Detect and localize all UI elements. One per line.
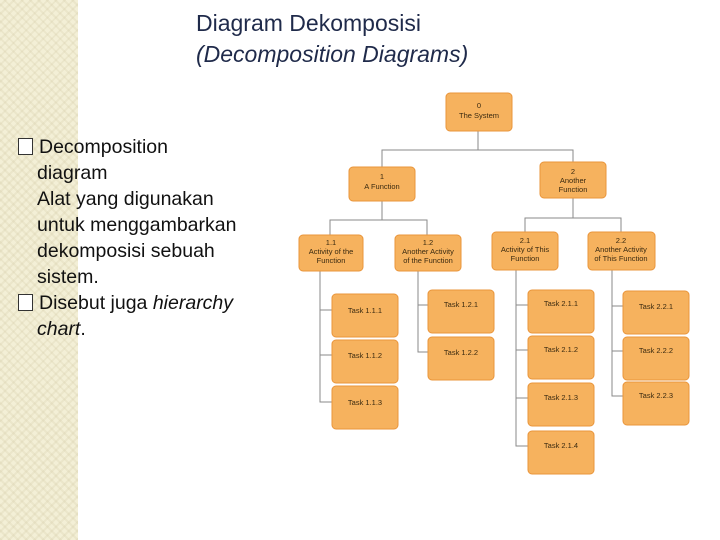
node-f1-number: 1 bbox=[379, 172, 385, 181]
node-t221-label: Task 2.2.1 bbox=[638, 302, 674, 311]
node-t111-label: Task 1.1.1 bbox=[347, 306, 383, 315]
connector-f1-a11 bbox=[330, 200, 382, 236]
node-task-2-2-3 bbox=[623, 382, 689, 425]
node-a11-label-1: Activity of the bbox=[308, 247, 354, 256]
node-task-2-1-3 bbox=[528, 383, 594, 426]
node-task-1-1-3 bbox=[332, 386, 398, 429]
node-a22-label-1: Another Activity bbox=[595, 245, 647, 254]
node-t121-label: Task 1.2.1 bbox=[443, 300, 479, 309]
node-t122-label: Task 1.2.2 bbox=[443, 348, 479, 357]
node-a22-number: 2.2 bbox=[615, 236, 627, 245]
bullet-2-italic-2: chart bbox=[37, 318, 81, 340]
bullet-1-desc-4: sistem. bbox=[37, 266, 99, 288]
node-t211-label: Task 2.1.1 bbox=[543, 299, 579, 308]
node-t223-label: Task 2.2.3 bbox=[638, 391, 674, 400]
bullet-1-desc-2: untuk menggambarkan bbox=[37, 214, 237, 236]
connector-a21-tasks bbox=[516, 270, 528, 446]
node-a12-number: 1.2 bbox=[422, 238, 434, 247]
node-a12-label-2: of the Function bbox=[403, 256, 453, 265]
node-t213-label: Task 2.1.3 bbox=[543, 393, 579, 402]
bullet-1-desc-3: dekomposisi sebuah bbox=[37, 240, 215, 262]
node-task-2-2-2 bbox=[623, 337, 689, 380]
node-f2-label-2: Function bbox=[558, 185, 588, 194]
connector-a11-tasks bbox=[320, 270, 332, 402]
node-task-2-1-4 bbox=[528, 431, 594, 474]
title-line-1: Diagram Dekomposisi bbox=[196, 10, 421, 36]
bullet-1-continuation: diagram bbox=[37, 162, 108, 184]
bullet-2-italic-1: hierarchy bbox=[152, 292, 234, 314]
node-activity-1-1 bbox=[299, 235, 363, 271]
node-t222-label: Task 2.2.2 bbox=[638, 346, 674, 355]
node-task-2-1-2 bbox=[528, 336, 594, 379]
connector-f2-a22 bbox=[573, 218, 621, 233]
node-t112-label: Task 1.1.2 bbox=[347, 351, 383, 360]
node-task-1-1-1 bbox=[332, 294, 398, 337]
node-task-1-2-1 bbox=[428, 290, 494, 333]
node-function-2 bbox=[540, 162, 606, 198]
node-a11-number: 1.1 bbox=[325, 238, 337, 247]
connector-a22-tasks bbox=[612, 270, 623, 396]
node-a22-label-2: of This Function bbox=[594, 254, 648, 263]
bullet-1-desc-1: Alat yang digunakan bbox=[37, 188, 214, 210]
node-a21-label-2: Function bbox=[510, 254, 540, 263]
node-task-2-2-1 bbox=[623, 291, 689, 334]
connector-a11-task-branches bbox=[320, 310, 332, 355]
connector-a21-task-branches bbox=[516, 305, 528, 398]
node-root-label: The System bbox=[458, 111, 500, 120]
bullet-2-tail: . bbox=[80, 318, 86, 340]
node-activity-2-2 bbox=[588, 232, 655, 270]
node-f2-number: 2 bbox=[570, 167, 576, 176]
node-t214-label: Task 2.1.4 bbox=[543, 441, 579, 450]
node-a21-number: 2.1 bbox=[519, 236, 531, 245]
node-activity-2-1 bbox=[492, 232, 558, 270]
node-t113-label: Task 1.1.3 bbox=[347, 398, 383, 407]
connector-root-f2 bbox=[478, 150, 573, 163]
connector-a22-task-branches bbox=[612, 306, 623, 351]
node-t212-label: Task 2.1.2 bbox=[543, 345, 579, 354]
node-a21-label-1: Activity of This bbox=[500, 245, 550, 254]
connector-root-f1 bbox=[382, 130, 478, 168]
node-task-1-1-2 bbox=[332, 340, 398, 383]
title-line-2: (Decomposition Diagrams) bbox=[196, 41, 469, 67]
node-f1-label: A Function bbox=[364, 182, 400, 191]
connector-f1-a12 bbox=[382, 220, 427, 236]
node-function-1 bbox=[349, 167, 415, 201]
connector-a12-tasks bbox=[418, 270, 428, 352]
node-task-1-2-2 bbox=[428, 337, 494, 380]
node-activity-1-2 bbox=[395, 235, 461, 271]
node-a11-label-2: Function bbox=[316, 256, 346, 265]
node-root bbox=[446, 93, 512, 131]
bullet-2-head: Disebut juga bbox=[39, 292, 153, 314]
node-a12-label-1: Another Activity bbox=[402, 247, 454, 256]
node-f2-label-1: Another bbox=[559, 176, 587, 185]
bullet-1-heading: Decomposition bbox=[39, 136, 168, 158]
node-root-number: 0 bbox=[476, 101, 482, 110]
connector-f2-a21 bbox=[525, 197, 573, 233]
node-task-2-1-1 bbox=[528, 290, 594, 333]
